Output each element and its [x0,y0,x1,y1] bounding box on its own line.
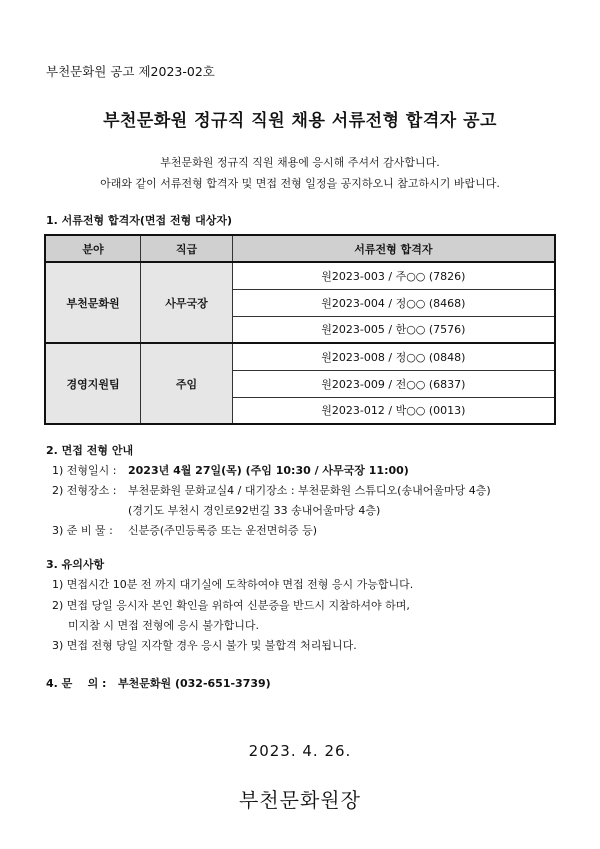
interview-address: (경기도 부천시 경인로92번길 33 송내어울마당 4층) [128,504,381,517]
contact-value: 부천문화원 (032-651-3739) [118,677,271,690]
group-field: 경영지원팀 [45,343,141,424]
materials-value: 신분증(주민등록증 또는 운전면허증 등) [128,524,318,537]
interview-place-value: 부천문화원 문화교실4 / 대기장소 : 부천문화원 스튜디오(송내어울마당 4층) [128,484,491,497]
interview-place-label: 2) 전형장소 : [52,484,117,497]
group-field: 부천문화원 [45,262,141,343]
interview-date-value: 2023년 4월 27일(목) (주임 10:30 / 사무국장 11:00) [128,464,409,477]
note-1: 1) 면접시간 10분 전 까지 대기실에 도착하여야 면접 전형 응시 가능합니다. [52,578,414,591]
header-rank: 직급 [141,235,233,262]
header-field: 분야 [45,235,141,262]
applicant-cell: 원2023-005 / 한○○ (7576) [232,316,555,343]
section-1-heading: 1. 서류전형 합격자(면접 전형 대상자) [46,214,232,227]
intro-line-2: 아래와 같이 서류전형 합격자 및 면접 전형 일정을 공지하오니 참고하시기 바랍니다. [100,177,500,190]
results-table [44,234,556,425]
intro-line-1: 부천문화원 정규직 직원 채용에 응시해 주셔서 감사합니다. [160,156,440,169]
page-title: 부천문화원 정규직 직원 채용 서류전형 합격자 공고 [103,111,497,131]
materials-label: 3) 준 비 물 : [52,524,113,537]
table-row [45,262,555,289]
section-4-heading: 4. 문 의 : [46,677,107,690]
section-3-heading: 3. 유의사항 [46,558,105,571]
applicant-cell: 원2023-009 / 전○○ (6837) [232,370,555,397]
note-3: 3) 면접 전형 당일 지각할 경우 응시 불가 및 불합격 처리됩니다. [52,639,357,652]
applicant-cell: 원2023-003 / 주○○ (7826) [232,262,555,289]
group-rank: 사무국장 [141,262,233,343]
notice-date: 2023. 4. 26. [248,742,352,760]
section-2-heading: 2. 면접 전형 안내 [46,444,134,457]
table-header-row [45,235,555,262]
header-applicants: 서류전형 합격자 [232,235,555,262]
note-2: 2) 면접 당일 응시자 본인 확인을 위하여 신분증을 반드시 지참하셔야 하며, [52,599,410,612]
table-row [45,343,555,370]
applicant-cell: 원2023-004 / 정○○ (8468) [232,289,555,316]
group-rank: 주임 [141,343,233,424]
note-2-continued: 미지참 시 면접 전형에 응시 불가합니다. [68,619,259,632]
applicant-cell: 원2023-012 / 박○○ (0013) [232,397,555,424]
interview-date-label: 1) 전형일시 : [52,464,117,477]
applicant-cell: 원2023-008 / 정○○ (0848) [232,343,555,370]
signature: 부천문화원장 [239,788,361,812]
notice-number: 부천문화원 공고 제2023-02호 [46,64,215,79]
